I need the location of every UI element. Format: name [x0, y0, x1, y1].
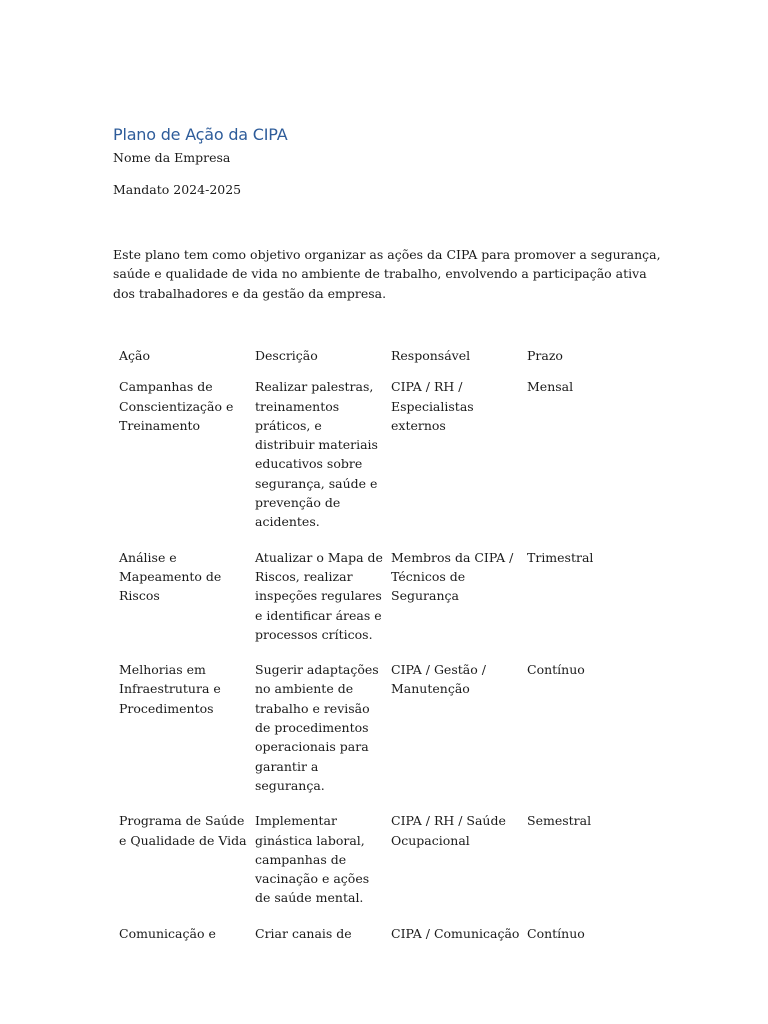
- company-name: Nome da Empresa: [113, 150, 231, 165]
- cell-responsavel: CIPA / RH / Saúde Ocupacional: [391, 813, 506, 848]
- cell-descricao: Criar canais de: [255, 925, 352, 941]
- cell-acao: Campanhas de Conscientização e Treinamento: [119, 379, 234, 433]
- action-plan-table: [113, 342, 658, 955]
- cell-descricao: Realizar palestras, treinamentos práticos, e distribuir materiais educativos sobre segurança, saúde e prevenção de acidentes.: [255, 379, 378, 530]
- table-row: [113, 373, 658, 543]
- cell-prazo: Contínuo: [527, 925, 585, 941]
- cell-descricao: Sugerir adaptações no ambiente de trabalho e revisão de procedimentos operacionais para garantir a segurança.: [255, 662, 379, 793]
- intro-paragraph: Este plano tem como objetivo organizar as ações da CIPA para promover a segurança, saúde e qualidade de vida no ambiente de trabalho, envolvendo a participação ativa dos trabalhadores e da gestão da empresa.: [113, 247, 661, 301]
- table-row: [113, 807, 658, 919]
- cell-responsavel: CIPA / Comunicação: [391, 925, 520, 941]
- cell-prazo: Trimestral: [527, 549, 594, 565]
- cell-responsavel: Membros da CIPA / Técnicos de Segurança: [391, 549, 514, 604]
- table-header-row: [113, 342, 658, 373]
- cell-prazo: Semestral: [527, 813, 592, 829]
- cell-acao: Programa de Saúde e Qualidade de Vida: [119, 813, 247, 848]
- cell-acao: Melhorias em Infraestrutura e Procedimentos: [119, 662, 221, 716]
- cell-descricao: Implementar ginástica laboral, campanhas de vacinação e ações de saúde mental.: [255, 813, 370, 906]
- cell-prazo: Contínuo: [527, 662, 585, 678]
- cell-acao: Análise e Mapeamento de Riscos: [119, 549, 222, 604]
- table-row: [113, 656, 658, 807]
- cell-responsavel: CIPA / RH / Especialistas externos: [391, 379, 474, 433]
- cell-prazo: Mensal: [527, 379, 574, 395]
- mandate-period: Mandato 2024-2025: [113, 182, 242, 197]
- header-descricao: Descrição: [255, 348, 318, 363]
- header-prazo: Prazo: [527, 348, 563, 363]
- table-row: [113, 920, 658, 955]
- cell-descricao: Atualizar o Mapa de Riscos, realizar inspeções regulares e identificar áreas e processos críticos.: [255, 549, 383, 642]
- cell-responsavel: CIPA / Gestão / Manutenção: [391, 662, 486, 697]
- table-row: [113, 544, 658, 656]
- document-title: Plano de Ação da CIPA: [113, 125, 288, 144]
- header-responsavel: Responsável: [391, 348, 471, 363]
- header-acao: Ação: [119, 348, 151, 363]
- cell-acao: Comunicação e: [119, 925, 216, 941]
